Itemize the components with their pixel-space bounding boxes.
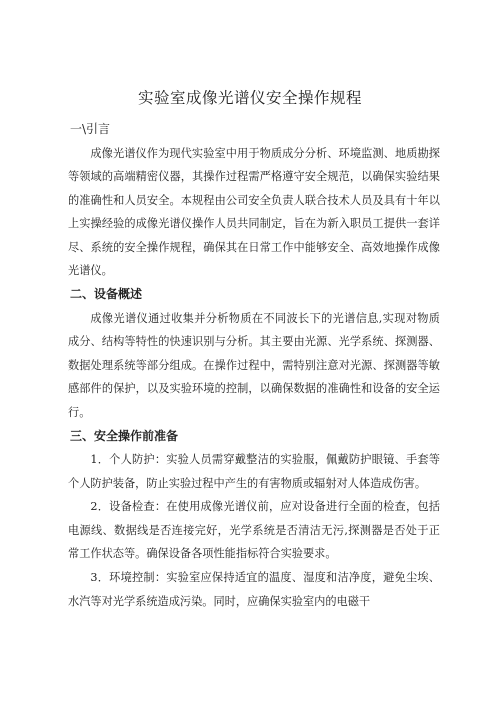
section-heading-equipment-overview: 二、设备概述 [70,287,143,302]
equipment-check-paragraph: 2．设备检查：在使用成像光谱仪前，应对设备进行全面的检查，包括电源线、数据线是否连接完好，光学系统是否清洁无污,探测器是否处于正常工作状态等。确保设备各项性能指标符合实验要求。 [68,500,440,561]
document-body [68,118,440,613]
section-heading-introduction: 一\引言 [70,122,111,136]
introduction-paragraph: 成像光谱仪作为现代实验室中用于物质成分分析、环境监测、地质勘探等领域的高端精密仪器，其操作过程需严格遵守安全规范，以确保实验结果的准确性和人员安全。本规程由公司安全负责人联合技术人员及具有十年以上实操经验的成像光谱仪操作人员共同制定，旨在为新入职员工提供一套详尽、系统的安全操作规程，确保其在日常工作中能够安全、高效地操作成像光谱仪。 [68,146,440,278]
equipment-overview-paragraph: 成像光谱仪通过收集并分析物质在不同波长下的光谱信息,实现对物质成分、结构等特性的快速识别与分析。其主要由光源、光学系统、探测器、数据处理系统等部分组成。在操作过程中，需特别注意对光源、探测器等敏感部件的保护，以及实验环境的控制，以确保数据的准确性和设备的安全运行。 [68,311,440,419]
section-heading-pre-operation-preparation: 三、安全操作前准备 [70,428,179,443]
personal-protection-paragraph: 1．个人防护：实验人员需穿戴整洁的实验服，佩戴防护眼镜、手套等个人防护装备，防止实验过程中产生的有害物质或辐射对人体造成伤害。 [68,453,440,490]
environment-control-paragraph: 3．环境控制：实验室应保持适宜的温度、湿度和洁净度，避免尘埃、水汽等对光学系统造成污染。同时，应确保实验室内的电磁干 [68,571,440,608]
document-title: 实验室成像光谱仪安全操作规程 [137,89,362,107]
